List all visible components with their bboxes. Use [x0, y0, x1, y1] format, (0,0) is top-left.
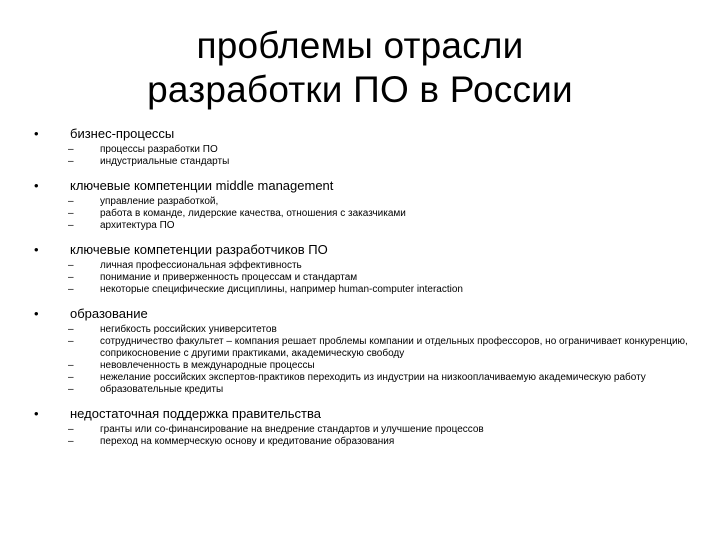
dash-icon: – [68, 272, 74, 283]
section-heading [30, 124, 702, 144]
section-heading-text: бизнес-процессы [70, 126, 175, 141]
bullet-icon: • [34, 242, 39, 257]
bullet-icon: • [34, 406, 39, 421]
list-item [30, 260, 702, 272]
slide-title-line-1: проблемы отрасли [196, 25, 524, 66]
list-item [30, 372, 702, 384]
dash-icon: – [68, 260, 74, 271]
slide-title [80, 24, 640, 112]
list-item-text: управление разработкой, [100, 196, 219, 207]
list-item [30, 324, 702, 336]
list-item-text: некоторые специфические дисциплины, например human-computer interaction [100, 284, 463, 295]
section-developer-competencies [30, 240, 702, 296]
sub-list [30, 144, 702, 168]
list-item [30, 284, 702, 296]
list-item [30, 360, 702, 372]
dash-icon: – [68, 144, 74, 155]
dash-icon: – [68, 384, 74, 395]
section-business-processes [30, 124, 702, 168]
list-item-text: образовательные кредиты [100, 384, 224, 395]
dash-icon: – [68, 156, 74, 167]
section-government-support [30, 404, 702, 448]
section-heading-text: ключевые компетенции разработчиков ПО [70, 242, 328, 257]
list-item [30, 384, 702, 396]
section-heading [30, 404, 702, 424]
list-item-text: гранты или со-финансирование на внедрение стандартов и улучшение процессов [100, 424, 484, 435]
slide-body [30, 124, 702, 456]
list-item [30, 272, 702, 284]
bullet-icon: • [34, 178, 39, 193]
dash-icon: – [68, 324, 74, 335]
sub-list [30, 196, 702, 232]
bullet-icon: • [34, 126, 39, 141]
sub-list [30, 324, 702, 396]
section-education [30, 304, 702, 396]
list-item [30, 424, 702, 436]
list-item-text: процессы разработки ПО [100, 144, 218, 155]
list-item-text: сотрудничество факультет – компания решает проблемы компании и отдельных профессоров, но ограничивает конкуренцию, соприкосновение с другими практиками, академическую свободу [100, 336, 688, 359]
section-heading [30, 304, 702, 324]
sub-list [30, 424, 702, 448]
sub-list [30, 260, 702, 296]
dash-icon: – [68, 208, 74, 219]
list-item-text: нежелание российских экспертов-практиков переходить из индустрии на низкооплачиваемую академическую работу [100, 372, 646, 383]
list-item-text: архитектура ПО [100, 220, 175, 231]
section-heading-text: ключевые компетенции middle management [70, 178, 334, 193]
dash-icon: – [68, 360, 74, 371]
section-middle-management [30, 176, 702, 232]
section-heading-text: недостаточная поддержка правительства [70, 406, 321, 421]
list-item [30, 144, 702, 156]
list-item-text: работа в команде, лидерские качества, отношения с заказчиками [100, 208, 406, 219]
dash-icon: – [68, 372, 74, 383]
bullet-icon: • [34, 306, 39, 321]
list-item-text: негибкость российских университетов [100, 324, 277, 335]
dash-icon: – [68, 436, 74, 447]
list-item-text: личная профессиональная эффективность [100, 260, 302, 271]
list-item-text: невовлеченность в международные процессы [100, 360, 315, 371]
dash-icon: – [68, 336, 74, 347]
list-item-text: переход на коммерческую основу и кредитование образования [100, 436, 395, 447]
list-item [30, 208, 702, 220]
list-item-text: индустриальные стандарты [100, 156, 230, 167]
dash-icon: – [68, 284, 74, 295]
list-item [30, 156, 702, 168]
section-heading-text: образование [70, 306, 148, 321]
list-item [30, 196, 702, 208]
dash-icon: – [68, 196, 74, 207]
list-item [30, 220, 702, 232]
section-heading [30, 176, 702, 196]
section-heading [30, 240, 702, 260]
list-item [30, 436, 702, 448]
list-item-text: понимание и приверженность процессам и стандартам [100, 272, 358, 283]
dash-icon: – [68, 220, 74, 231]
dash-icon: – [68, 424, 74, 435]
slide-title-line-2: разработки ПО в России [147, 69, 573, 110]
list-item [30, 336, 702, 360]
